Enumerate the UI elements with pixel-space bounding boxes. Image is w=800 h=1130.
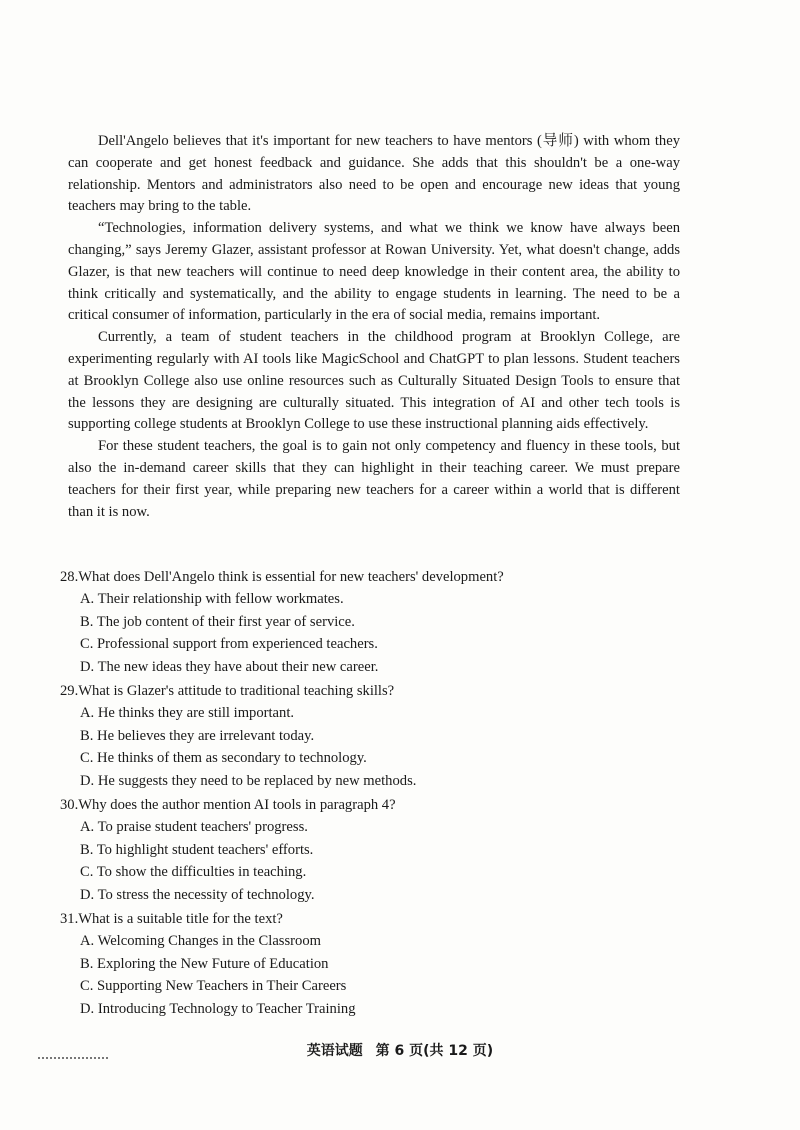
option-d bbox=[60, 656, 680, 679]
option-d bbox=[60, 884, 680, 907]
option-c bbox=[60, 975, 680, 998]
page-footer bbox=[0, 1040, 800, 1060]
question-number: 30. bbox=[60, 797, 79, 813]
question-text: What does Dell'Angelo think is essential for new teachers' development? bbox=[78, 569, 504, 585]
option-text: Their relationship with fellow workmates. bbox=[97, 591, 344, 607]
option-text: He thinks they are still important. bbox=[97, 705, 295, 721]
option-letter: C. bbox=[80, 636, 94, 652]
option-letter: B. bbox=[80, 955, 94, 972]
option-text: To show the difficulties in teaching. bbox=[96, 864, 307, 880]
option-letter: B. bbox=[80, 841, 94, 858]
option-c bbox=[60, 633, 680, 656]
paragraph: For these student teachers, the goal is to gain not only competency and fluency in these tools, but also the in-demand career skills that they can highlight in their teaching career. We must prepare teachers for their first year, while preparing new teachers for a career within a world that is different than it is now. bbox=[68, 438, 680, 520]
option-c bbox=[60, 861, 680, 884]
option-letter: B. bbox=[80, 613, 94, 630]
option-text: Professional support from experienced teachers. bbox=[97, 636, 378, 652]
option-b bbox=[60, 611, 680, 634]
option-b bbox=[60, 725, 680, 748]
option-letter: A. bbox=[80, 705, 95, 721]
footer-subject: 英语试题 bbox=[306, 1043, 363, 1059]
option-text: To stress the necessity of technology. bbox=[97, 886, 315, 903]
option-letter: A. bbox=[80, 591, 95, 607]
option-text: To praise student teachers' progress. bbox=[97, 819, 308, 835]
option-a bbox=[60, 930, 680, 953]
option-text: He believes they are irrelevant today. bbox=[97, 727, 315, 744]
option-a bbox=[60, 816, 680, 839]
option-a bbox=[60, 588, 680, 611]
question-stem bbox=[60, 908, 680, 930]
option-text: To highlight student teachers' efforts. bbox=[96, 841, 314, 858]
option-letter: D. bbox=[80, 772, 95, 789]
paragraph: “Technologies, information delivery systems, and what we think we know have always been changing,” says Jeremy Glazer, assistant professor at Rowan University. Yet, what doesn't change, adds Glazer, is that new teachers will continue to need deep knowledge in their content area, the ability to think critically and systematically, and the ability to engage students in learning. The need to be a critical consumer of information, particularly in the era of social media, remains important. bbox=[68, 220, 680, 324]
question-stem bbox=[60, 680, 680, 702]
option-d bbox=[60, 770, 680, 793]
option-letter: D. bbox=[80, 658, 95, 675]
question-text: Why does the author mention AI tools in paragraph 4? bbox=[78, 797, 396, 813]
option-c bbox=[60, 747, 680, 770]
option-text: Exploring the New Future of Education bbox=[97, 955, 329, 972]
question-number: 31. bbox=[60, 911, 79, 927]
question-number: 28. bbox=[60, 569, 79, 585]
question-text: What is a suitable title for the text? bbox=[78, 911, 283, 927]
question-list bbox=[60, 566, 680, 1022]
option-text: He suggests they need to be replaced by new methods. bbox=[97, 772, 417, 789]
question-31 bbox=[60, 908, 680, 1020]
paragraph: Dell'Angelo believes that it's important for new teachers to have mentors (导师) with whom they can cooperate and get honest feedback and guidance. She adds that this shouldn't be a one-way relationship. Mentors and administrators also need to be open and encourage new ideas that young teachers may bring to the table. bbox=[68, 133, 680, 215]
option-letter: B. bbox=[80, 727, 94, 744]
option-text: The new ideas they have about their new career. bbox=[97, 658, 379, 675]
option-text: Welcoming Changes in the Classroom bbox=[97, 933, 321, 949]
option-text: Supporting New Teachers in Their Careers bbox=[97, 978, 347, 994]
scan-artifact bbox=[38, 1057, 108, 1062]
option-letter: C. bbox=[80, 864, 94, 880]
option-a bbox=[60, 702, 680, 725]
option-letter: A. bbox=[80, 819, 95, 835]
option-letter: D. bbox=[80, 886, 95, 903]
option-text: Introducing Technology to Teacher Training bbox=[97, 1000, 356, 1017]
question-text: What is Glazer's attitude to traditional teaching skills? bbox=[78, 683, 395, 699]
option-letter: D. bbox=[80, 1000, 95, 1017]
option-d bbox=[60, 998, 680, 1021]
option-text: The job content of their first year of service. bbox=[96, 613, 355, 630]
question-number: 29. bbox=[60, 683, 79, 699]
option-text: He thinks of them as secondary to technology. bbox=[97, 750, 367, 766]
option-b bbox=[60, 839, 680, 862]
option-letter: C. bbox=[80, 978, 94, 994]
footer-page-number: 第 6 页(共 12 页) bbox=[375, 1043, 494, 1059]
question-stem bbox=[60, 566, 680, 588]
question-stem bbox=[60, 794, 680, 816]
question-29 bbox=[60, 680, 680, 792]
reading-passage bbox=[68, 131, 680, 523]
option-b bbox=[60, 953, 680, 976]
question-30 bbox=[60, 794, 680, 906]
option-letter: A. bbox=[80, 933, 95, 949]
paragraph: Currently, a team of student teachers in the childhood program at Brooklyn College, are experimenting regularly with AI tools like MagicSchool and ChatGPT to plan lessons. Student teachers at Brooklyn College also use online resources such as Culturally Situated Design Tools to ensure that the lessons they are designing are culturally situated. This integration of AI and other tech tools is supporting college students at Brooklyn College to use these instructional planning aids effectively. bbox=[68, 329, 680, 433]
option-letter: C. bbox=[80, 750, 94, 766]
question-28 bbox=[60, 566, 680, 678]
